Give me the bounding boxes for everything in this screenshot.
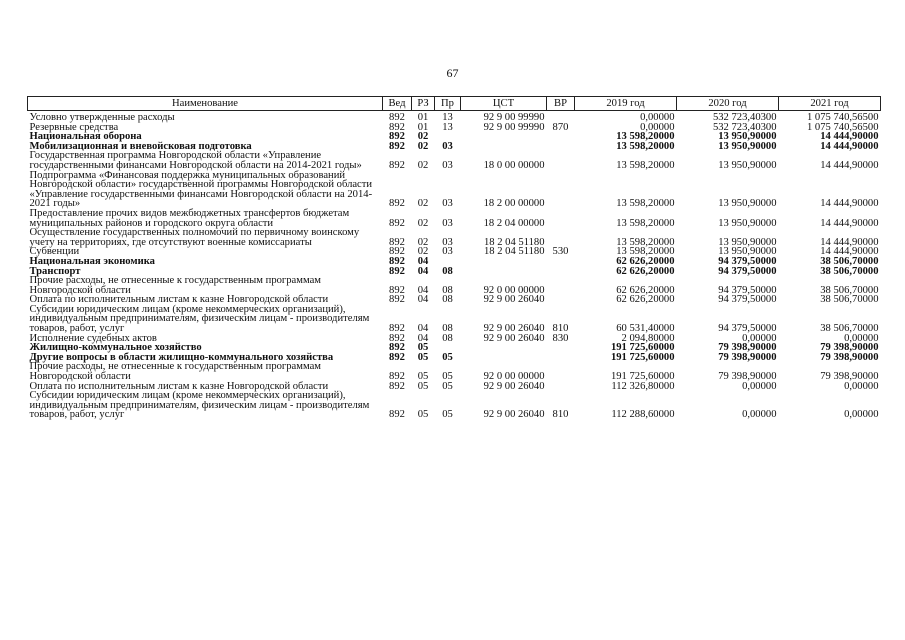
cell-vr: [547, 151, 575, 170]
cell-2021: 0,00000: [844, 409, 879, 421]
page-number: 67: [446, 66, 459, 80]
cell-pr: 03: [442, 198, 453, 210]
cell-pr: 03: [442, 140, 453, 152]
cell-2021: 14 444,90000: [820, 217, 879, 229]
cell-cst: 92 9 00 99990: [483, 121, 545, 133]
header-name: Наименование: [28, 97, 383, 111]
cell-2019: 62 626,20000: [616, 284, 675, 296]
cell-name: Осуществление государственных полномочий по первичному воинскому учету на территориях, где отсутствуют военные комиссариаты: [29, 227, 360, 248]
cell-rz: 05: [417, 371, 429, 383]
cell-cst: [461, 343, 547, 353]
cell-pr: 08: [442, 284, 453, 296]
cell-ved: 892: [389, 265, 405, 277]
cell-pr: 08: [442, 265, 453, 277]
cell-ved: 892: [389, 255, 405, 267]
cell-2019: 191 725,60000: [610, 342, 675, 354]
cell-2021: 79 398,90000: [820, 342, 879, 354]
cell-vr: [547, 132, 575, 142]
cell-name: Мобилизационная и вневойсковая подготовка: [29, 140, 252, 152]
cell-2020: 0,00000: [742, 380, 777, 392]
cell-pr: 03: [442, 217, 453, 229]
cell-ved: 892: [389, 371, 405, 383]
table-row: [28, 228, 881, 247]
cell-vr: [547, 228, 575, 247]
cell-rz: 04: [417, 323, 429, 335]
header-2020: 2020 год: [677, 97, 779, 111]
cell-pr: 05: [442, 409, 453, 421]
cell-name: Субвенции: [29, 246, 80, 258]
cell-2019: 13 598,20000: [616, 217, 675, 229]
cell-vr: [547, 267, 575, 277]
cell-pr: 03: [442, 246, 453, 258]
cell-name: Транспорт: [29, 265, 81, 277]
cell-vr: 810: [552, 323, 569, 335]
cell-2020: 532 723,40300: [712, 112, 777, 123]
cell-rz: 02: [417, 236, 429, 248]
cell-2021: 79 398,90000: [820, 351, 879, 363]
cell-name: Оплата по исполнительным листам к казне Новгородской области: [29, 380, 329, 392]
cell-vr: 810: [552, 409, 569, 421]
cell-2019: 2 094,80000: [621, 332, 675, 344]
table-body: [28, 113, 881, 420]
cell-cst: 18 2 04 00000: [483, 217, 545, 229]
cell-rz: 01: [417, 121, 429, 133]
cell-name: Другие вопросы в области жилищно-коммунального хозяйства: [29, 351, 334, 363]
cell-pr: 08: [442, 323, 453, 335]
cell-2021: 14 444,90000: [820, 131, 879, 143]
cell-ved: 892: [389, 332, 405, 344]
cell-ved: 892: [389, 284, 405, 296]
cell-2021: 14 444,90000: [820, 246, 879, 258]
cell-2019: 112 288,60000: [611, 409, 675, 421]
cell-cst: 92 0 00 00000: [483, 284, 545, 296]
cell-cst: [461, 257, 547, 267]
table-row: [28, 171, 881, 209]
cell-vr: [547, 382, 575, 392]
cell-cst: 92 9 00 26040: [483, 294, 545, 306]
cell-rz: 04: [417, 255, 429, 267]
budget-table: [27, 96, 881, 420]
cell-pr: 08: [442, 294, 453, 306]
cell-ved: 892: [389, 121, 405, 133]
cell-cst: 92 0 00 00000: [483, 371, 545, 383]
cell-rz: 02: [417, 217, 429, 229]
cell-ved: 892: [389, 409, 405, 421]
cell-2021: 14 444,90000: [820, 198, 879, 210]
cell-cst: 18 2 04 51180: [483, 246, 545, 258]
header-ved: Вед: [383, 97, 412, 111]
cell-cst: 92 9 00 26040: [483, 409, 545, 421]
cell-2021: 38 506,70000: [820, 323, 879, 335]
cell-2019: 13 598,20000: [616, 159, 675, 171]
cell-2020: 79 398,90000: [718, 342, 777, 354]
cell-cst: 18 2 04 51180: [483, 236, 545, 248]
cell-vr: [547, 209, 575, 228]
cell-2020: 79 398,90000: [718, 351, 777, 363]
cell-rz: 04: [417, 332, 429, 344]
header-vr: ВР: [547, 97, 575, 111]
cell-2019: 191 725,60000: [610, 371, 675, 383]
cell-2020: 94 379,50000: [718, 323, 777, 335]
cell-vr: [547, 295, 575, 305]
cell-name: Национальная экономика: [29, 255, 155, 267]
cell-2020: 13 950,90000: [718, 131, 777, 143]
cell-pr: 05: [442, 380, 453, 392]
header-rz: РЗ: [412, 97, 435, 111]
cell-2021: 14 444,90000: [820, 236, 879, 248]
cell-2020: 79 398,90000: [718, 371, 777, 383]
cell-vr: [547, 362, 575, 381]
cell-2019: 13 598,20000: [616, 236, 675, 248]
cell-pr: 13: [442, 112, 453, 123]
cell-rz: 04: [417, 284, 429, 296]
cell-pr: 03: [442, 159, 453, 171]
cell-2019: 13 598,20000: [616, 198, 675, 210]
cell-rz: 05: [417, 351, 429, 363]
cell-2021: 0,00000: [844, 332, 879, 344]
cell-2019: 112 326,80000: [611, 380, 675, 392]
cell-name: Субсидии юридическим лицам (кроме некоммерческих организаций), индивидуальным предпринимателям, физическим лицам - производителям товаров, работ, услуг: [29, 303, 370, 335]
cell-ved: 892: [389, 217, 405, 229]
cell-cst: [461, 353, 547, 363]
cell-name: Подпрограмма «Финансовая поддержка муниципальных образований Новгородской области» государственной программы Новгородской области «Управление государственными финансами Новгородской области на 2014-2021 годы»: [29, 169, 373, 210]
cell-2019: 13 598,20000: [616, 246, 675, 258]
cell-rz: 02: [417, 198, 429, 210]
cell-ved: 892: [389, 246, 405, 258]
cell-name: Оплата по исполнительным листам к казне Новгородской области: [29, 294, 329, 306]
cell-ved: 892: [389, 131, 405, 143]
cell-2021: 1 075 740,56500: [806, 121, 879, 133]
cell-pr: 08: [442, 332, 453, 344]
cell-ved: 892: [389, 198, 405, 210]
cell-2020: 0,00000: [742, 332, 777, 344]
cell-pr: 05: [442, 351, 453, 363]
header-cst: ЦСТ: [461, 97, 547, 111]
cell-ved: 892: [389, 323, 405, 335]
cell-2019: 62 626,20000: [616, 265, 675, 277]
cell-ved: 892: [389, 294, 405, 306]
cell-2020: 13 950,90000: [718, 236, 777, 248]
cell-cst: 18 2 00 00000: [483, 198, 545, 210]
cell-cst: [461, 132, 547, 142]
cell-name: Резервные средства: [29, 121, 119, 133]
cell-2019: 191 725,60000: [610, 351, 675, 363]
cell-2019: 60 531,40000: [616, 323, 675, 335]
cell-2019: 62 626,20000: [616, 294, 675, 306]
cell-ved: 892: [389, 140, 405, 152]
cell-2020: 94 379,50000: [718, 284, 777, 296]
cell-2020: 13 950,90000: [718, 140, 777, 152]
cell-2019: 13 598,20000: [616, 131, 675, 143]
cell-vr: [547, 353, 575, 363]
cell-vr: 530: [552, 246, 569, 258]
cell-name: Субсидии юридическим лицам (кроме некоммерческих организаций), индивидуальным предпринимателям, физическим лицам - производителям товаров, работ, услуг: [29, 390, 370, 421]
cell-vr: [547, 171, 575, 209]
cell-2021: 1 075 740,56500: [806, 112, 879, 123]
cell-rz: 02: [417, 159, 429, 171]
cell-vr: [547, 276, 575, 295]
cell-pr: 03: [442, 236, 453, 248]
cell-ved: 892: [389, 380, 405, 392]
cell-2021: 38 506,70000: [820, 294, 879, 306]
cell-name: Исполнение судебных актов: [29, 332, 157, 344]
header-2019: 2019 год: [575, 97, 677, 111]
cell-2021: 0,00000: [844, 380, 879, 392]
table-row: [28, 276, 881, 295]
cell-cst: 18 0 00 00000: [483, 159, 545, 171]
table-row: [28, 305, 881, 334]
cell-2019: 0,00000: [640, 112, 675, 123]
table-row: [28, 391, 881, 420]
cell-vr: [547, 257, 575, 267]
cell-2019: 0,00000: [640, 121, 675, 133]
cell-2021: 79 398,90000: [820, 371, 879, 383]
cell-vr: [547, 343, 575, 353]
cell-rz: 01: [417, 112, 429, 123]
cell-2020: 94 379,50000: [718, 294, 777, 306]
header-pr: Пр: [435, 97, 461, 111]
cell-name: Жилищно-коммунальное хозяйство: [29, 342, 202, 354]
cell-rz: 05: [417, 409, 429, 421]
cell-name: Государственная программа Новгородской области «Управление государственными финансами Новгородской области на 2014-2021 годы»: [29, 150, 362, 171]
cell-2021: 14 444,90000: [820, 140, 879, 152]
cell-cst: 92 9 00 26040: [483, 380, 545, 392]
table-row: [28, 209, 881, 228]
cell-2021: 38 506,70000: [820, 284, 879, 296]
cell-2020: 13 950,90000: [718, 217, 777, 229]
cell-2019: 62 626,20000: [616, 255, 675, 267]
cell-vr: 870: [552, 121, 569, 133]
cell-vr: 830: [552, 332, 569, 344]
cell-ved: 892: [389, 351, 405, 363]
cell-2020: 0,00000: [742, 409, 777, 421]
cell-ved: 892: [389, 236, 405, 248]
cell-pr: 13: [442, 121, 453, 133]
cell-cst: [461, 142, 547, 152]
cell-ved: 892: [389, 159, 405, 171]
cell-vr: [547, 142, 575, 152]
table-row: [28, 362, 881, 381]
cell-ved: 892: [389, 342, 405, 354]
cell-pr: 05: [442, 371, 453, 383]
header-2021: 2021 год: [779, 97, 881, 111]
cell-rz: 02: [417, 246, 429, 258]
cell-2020: 13 950,90000: [718, 198, 777, 210]
cell-cst: 92 9 00 26040: [483, 323, 545, 335]
cell-2019: 13 598,20000: [616, 140, 675, 152]
cell-name: Национальная оборона: [29, 131, 142, 143]
cell-rz: 04: [417, 265, 429, 277]
cell-2021: 38 506,70000: [820, 265, 879, 277]
cell-2021: 14 444,90000: [820, 159, 879, 171]
cell-rz: 05: [417, 380, 429, 392]
cell-rz: 05: [417, 342, 429, 354]
cell-2020: 13 950,90000: [718, 159, 777, 171]
cell-name: Условно утвержденные расходы: [29, 112, 175, 123]
cell-2020: 94 379,50000: [718, 265, 777, 277]
cell-2020: 532 723,40300: [712, 121, 777, 133]
cell-rz: 02: [417, 131, 429, 143]
cell-name: Предоставление прочих видов межбюджетных трансфертов бюджетам муниципальных районов и городского округа области: [29, 207, 350, 229]
cell-2020: 13 950,90000: [718, 246, 777, 258]
cell-rz: 02: [417, 140, 429, 152]
table-header-row: [28, 97, 881, 111]
table-row: [28, 151, 881, 170]
cell-name: Прочие расходы, не отнесенные к государственным программам Новгородской области: [29, 361, 321, 383]
cell-cst: [461, 267, 547, 277]
cell-ved: 892: [389, 112, 405, 123]
cell-2021: 38 506,70000: [820, 255, 879, 267]
cell-2020: 94 379,50000: [718, 255, 777, 267]
cell-cst: 92 9 00 26040: [483, 332, 545, 344]
cell-name: Прочие расходы, не отнесенные к государственным программам Новгородской области: [29, 275, 321, 296]
cell-rz: 04: [417, 294, 429, 306]
cell-cst: 92 9 00 99990: [483, 112, 545, 123]
